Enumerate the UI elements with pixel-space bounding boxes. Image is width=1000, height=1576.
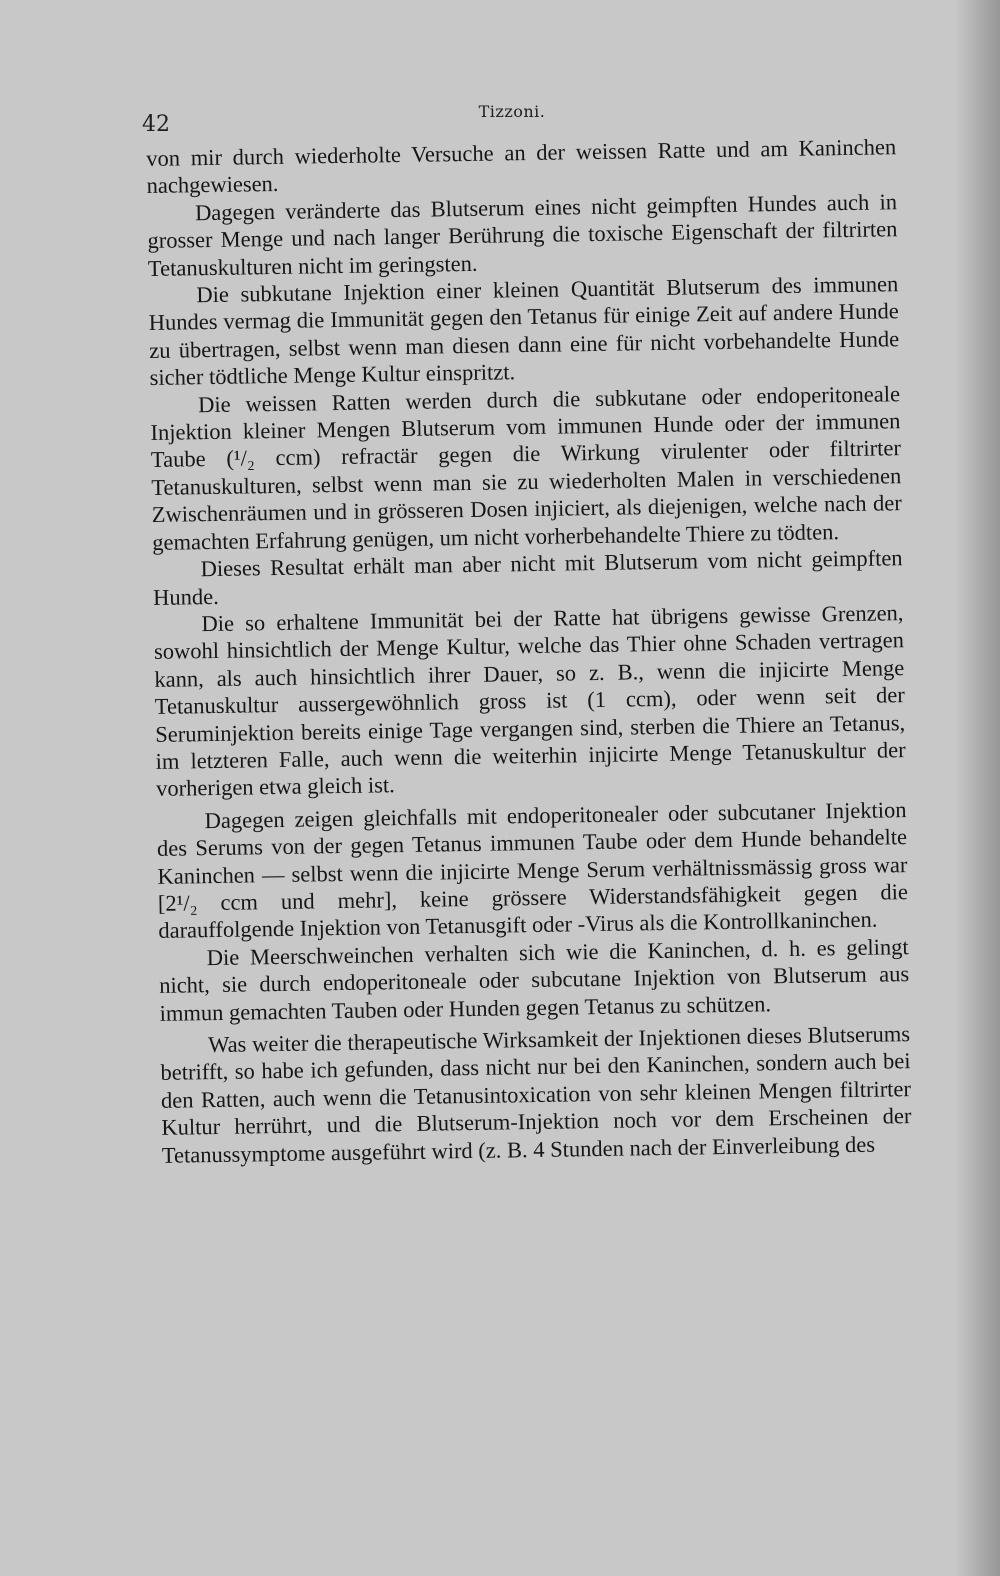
- paragraph: Dieses Resultat erhält man aber nicht mit Blutserum vom nicht geimpften Hunde.: [152, 545, 903, 610]
- paragraph: Die weissen Ratten werden durch die subkutane oder endoperitoneale Injektion kleiner Mengen Blutserum vom immunen Hunde oder der immunen Taube (¹/₂ ccm) refractär gegen die Wirkung virulenter oder filtrirter Tetanuskulturen, selbst wenn man sie zu wiederholten Malen in verschiedenen Zwischenräumen und in grösseren Dosen injiciert, als diejenigen, welche nach der gemachten Erfahrung genügen, um nicht vorherbehandelte Thiere zu tödten.: [150, 380, 902, 555]
- paragraph: Die Meerschweinchen verhalten sich wie die Kaninchen, d. h. es gelingt nicht, sie durch endoperitoneale oder subcutane Injektion von Blutserum aus immun gemachten Tauben oder Hunden gegen Tetanus zu schützen.: [159, 933, 910, 1026]
- paragraph: Die subkutane Injektion einer kleinen Quantität Blutserum des immunen Hundes vermag die Immunität gegen den Tetanus für einige Zeit auf andere Hunde zu übertragen, selbst wenn man diesen dann eine für nicht vorbehandelte Hunde sicher tödtliche Menge Kultur einspritzt.: [148, 271, 900, 391]
- running-head: Tizzoni.: [478, 102, 546, 121]
- page-header: [142, 98, 882, 138]
- paragraph: Was weiter die therapeutische Wirksamkeit der Injektionen dieses Blutserums betrifft, so habe ich gefunden, dass nicht nur bei den Kaninchen, sondern auch bei den Ratten, auch wenn die Tetanusintoxication von sehr kleinen Mengen filtrirter Kultur herrührt, und die Blutserum-Injektion noch vor dem Erscheinen der Tetanussymptome ausgeführt wird (z. B. 4 Stunden nach der Einverleibung des: [160, 1021, 912, 1168]
- body-text: [146, 133, 912, 1169]
- paragraph: von mir durch wiederholte Versuche an der weissen Ratte und am Kaninchen nachgewiesen.: [146, 134, 897, 199]
- paragraph: Die so erhaltene Immunität bei der Ratte hat übrigens gewisse Grenzen, sowohl hinsichtlich der Menge Kultur, welche das Thier ohne Schaden vertragen kann, als auch hinsichtlich ihrer Dauer, so z. B., wenn die injicirte Menge Tetanuskultur aussergewöhnlich gross ist (1 ccm), oder wenn seit der Seruminjektion bereits einige Tage vergangen sind, sterben die Thiere an Tetanus, im letzteren Falle, auch wenn die weiterhin injicirte Menge Tetanuskultur der vorherigen etwa gleich ist.: [153, 600, 906, 802]
- paragraph: Dagegen veränderte das Blutserum eines nicht geimpften Hundes auch in grosser Menge und nach langer Berührung die toxische Eigenschaft der filtrirten Tetanuskulturen nicht im geringsten.: [147, 189, 898, 281]
- paragraph: Dagegen zeigen gleichfalls mit endoperitonealer oder subcutaner Injektion des Serums von der gegen Tetanus immunen Taube oder dem Hunde behandelte Kaninchen — selbst wenn die injicirte Menge Serum verhältnissmässig gross war [2¹/₂ ccm und mehr], keine grössere Widerstandsfähigkeit gegen die darauffolgende Injektion von Tetanusgift oder -Virus als die Kontrollkaninchen.: [156, 796, 909, 944]
- page-number: 42: [142, 112, 170, 137]
